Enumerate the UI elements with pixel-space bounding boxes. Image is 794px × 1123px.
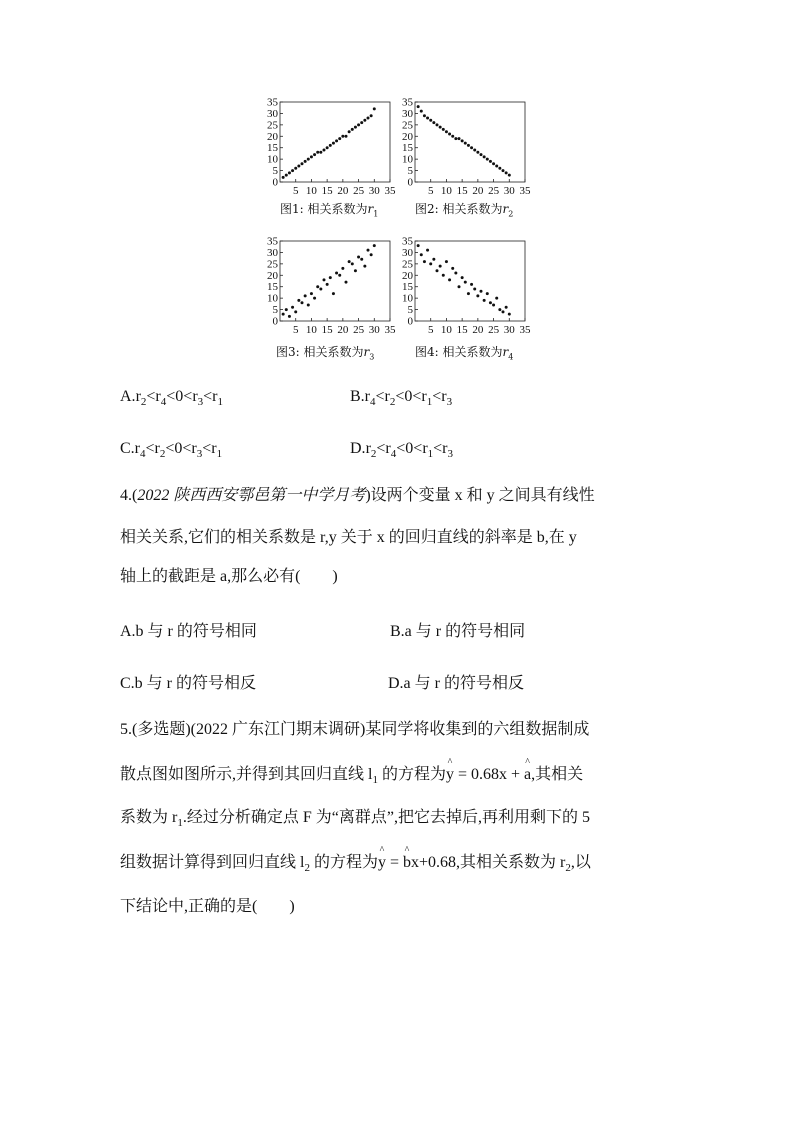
data-point bbox=[448, 133, 451, 136]
data-point bbox=[508, 174, 511, 177]
data-point bbox=[297, 165, 300, 168]
data-point bbox=[464, 281, 467, 284]
data-point bbox=[458, 285, 461, 288]
data-point bbox=[357, 256, 360, 259]
data-point bbox=[461, 139, 464, 142]
data-point bbox=[348, 130, 351, 133]
data-point bbox=[461, 276, 464, 279]
x-tick-label: 25 bbox=[488, 324, 500, 336]
data-point bbox=[291, 169, 294, 172]
data-point bbox=[495, 165, 498, 168]
data-point bbox=[345, 135, 348, 138]
data-point bbox=[304, 294, 307, 297]
q3-option-b: $B.r_4<r_2<0<r_1<r_3$ bbox=[350, 388, 453, 409]
x-tick-label: 20 bbox=[472, 324, 484, 336]
y-tick-label: 15 bbox=[402, 142, 413, 155]
figure-1 bbox=[262, 96, 397, 221]
data-point bbox=[451, 267, 454, 270]
data-point bbox=[345, 281, 348, 284]
data-point bbox=[294, 167, 297, 170]
plot-frame bbox=[280, 102, 390, 182]
y-tick-label: 25 bbox=[267, 258, 278, 271]
data-point bbox=[351, 262, 354, 265]
data-point bbox=[323, 278, 326, 281]
data-point bbox=[489, 160, 492, 163]
data-point bbox=[373, 107, 376, 110]
data-point bbox=[360, 258, 363, 261]
data-point bbox=[470, 146, 473, 149]
x-tick-label: 20 bbox=[337, 185, 349, 197]
x-tick-label: 15 bbox=[456, 324, 468, 336]
y-tick-label: 35 bbox=[267, 235, 278, 248]
data-point bbox=[483, 299, 486, 302]
data-point bbox=[432, 258, 435, 261]
data-point bbox=[288, 171, 291, 174]
q5-line-4: 组数据计算得到回归直线 $l_2$ 的方程为^ y = ^ bx+0.68,其相关系数为 $r_2$,以 bbox=[120, 853, 591, 878]
data-point bbox=[476, 151, 479, 154]
data-point bbox=[367, 117, 370, 120]
data-point bbox=[505, 306, 508, 309]
x-tick-label: 25 bbox=[353, 185, 365, 197]
data-point bbox=[429, 119, 432, 122]
q4-option-b: B.a 与 r 的符号相同 bbox=[390, 623, 526, 640]
data-point bbox=[354, 269, 357, 272]
data-point bbox=[448, 278, 451, 281]
data-point bbox=[489, 301, 492, 304]
data-point bbox=[282, 176, 285, 179]
data-point bbox=[426, 249, 429, 252]
y-tick-label: 30 bbox=[402, 246, 413, 259]
data-point bbox=[436, 269, 439, 272]
q4-source: 2022 陕西西安鄠邑第一中学月考 bbox=[137, 487, 366, 504]
data-point bbox=[326, 146, 329, 149]
data-point bbox=[282, 313, 285, 316]
data-point bbox=[319, 151, 322, 154]
data-point bbox=[502, 310, 505, 313]
data-point bbox=[304, 160, 307, 163]
data-point bbox=[483, 155, 486, 158]
data-point bbox=[363, 119, 366, 122]
data-point bbox=[301, 162, 304, 165]
plot-frame bbox=[280, 241, 390, 321]
data-point bbox=[473, 288, 476, 291]
data-point bbox=[341, 135, 344, 138]
x-tick-label: 15 bbox=[456, 185, 468, 197]
data-point bbox=[454, 272, 457, 275]
q3-option-c: $C.r_4<r_2<0<r_3<r_1$ bbox=[120, 440, 223, 461]
figure-3 bbox=[262, 235, 397, 360]
x-tick-label: 15 bbox=[321, 324, 333, 336]
q4-line-2: 相关关系,它们的相关系数是 r,y 关于 x 的回归直线的斜率是 b,在 y bbox=[120, 529, 577, 546]
plot-frame bbox=[415, 102, 525, 182]
data-point bbox=[363, 265, 366, 268]
data-point bbox=[467, 292, 470, 295]
y-tick-label: 0 bbox=[407, 176, 413, 189]
q4-option-a: A.b 与 r 的符号相同 bbox=[120, 623, 257, 640]
y-tick-label: 35 bbox=[267, 96, 278, 109]
y-tick-label: 0 bbox=[407, 315, 413, 328]
q5-line-2: 散点图如图所示,并得到其回归直线 $l_1$ 的方程为^ y = 0.68x + ^ a,其相关 bbox=[120, 765, 583, 790]
y-tick-label: 20 bbox=[267, 269, 278, 282]
y-tick-label: 35 bbox=[402, 96, 413, 109]
data-point bbox=[458, 137, 461, 140]
data-point bbox=[294, 310, 297, 313]
scatter-chart-2 bbox=[397, 96, 532, 196]
x-tick-label: 30 bbox=[503, 324, 515, 336]
y-tick-label: 10 bbox=[402, 292, 413, 305]
data-point bbox=[326, 283, 329, 286]
data-point bbox=[436, 123, 439, 126]
data-point bbox=[332, 292, 335, 295]
data-point bbox=[442, 274, 445, 277]
x-tick-label: 25 bbox=[488, 185, 500, 197]
data-point bbox=[301, 301, 304, 304]
data-point bbox=[508, 313, 511, 316]
data-point bbox=[288, 315, 291, 318]
data-point bbox=[470, 283, 473, 286]
data-point bbox=[454, 137, 457, 140]
data-point bbox=[464, 142, 467, 145]
data-point bbox=[351, 128, 354, 131]
y-tick-label: 5 bbox=[272, 165, 278, 178]
x-tick-label: 15 bbox=[321, 185, 333, 197]
data-point bbox=[373, 244, 376, 247]
x-tick-label: 5 bbox=[427, 324, 434, 336]
data-point bbox=[505, 171, 508, 174]
y-tick-label: 30 bbox=[402, 107, 413, 120]
data-point bbox=[502, 169, 505, 172]
data-point bbox=[439, 265, 442, 268]
data-point bbox=[285, 174, 288, 177]
scatter-chart-3 bbox=[262, 235, 397, 335]
x-tick-label: 35 bbox=[519, 324, 531, 336]
data-point bbox=[445, 260, 448, 263]
y-tick-label: 10 bbox=[267, 292, 278, 305]
data-point bbox=[332, 142, 335, 145]
data-point bbox=[370, 253, 373, 256]
data-point bbox=[420, 253, 423, 256]
data-point bbox=[348, 260, 351, 263]
figure-2 bbox=[397, 96, 532, 221]
data-point bbox=[335, 139, 338, 142]
data-point bbox=[291, 306, 294, 309]
scatter-chart-4 bbox=[397, 235, 532, 335]
data-point bbox=[367, 249, 370, 252]
data-point bbox=[310, 292, 313, 295]
data-point bbox=[313, 297, 316, 300]
x-tick-label: 5 bbox=[427, 185, 434, 197]
figure-1-caption: 图1: 相关系数为$r_1$ bbox=[280, 202, 379, 219]
data-point bbox=[338, 137, 341, 140]
data-point bbox=[329, 276, 332, 279]
data-point bbox=[486, 158, 489, 161]
data-point bbox=[316, 285, 319, 288]
plot-frame bbox=[415, 241, 525, 321]
figure-2-caption: 图2: 相关系数为$r_2$ bbox=[415, 202, 514, 219]
y-tick-label: 15 bbox=[267, 142, 278, 155]
y-tick-label: 25 bbox=[267, 119, 278, 132]
data-point bbox=[370, 114, 373, 117]
data-point bbox=[467, 144, 470, 147]
q5-line-3: 系数为 $r_1$.经过分析确定点 F 为“离群点”,把它去掉后,再利用剩下的 5 bbox=[120, 809, 590, 830]
y-tick-label: 30 bbox=[267, 107, 278, 120]
y-tick-label: 5 bbox=[407, 304, 413, 317]
q4-line-1: 4.(2022 陕西西安鄠邑第一中学月考)设两个变量 x 和 y 之间具有线性 bbox=[120, 487, 595, 504]
y-tick-label: 15 bbox=[402, 281, 413, 294]
data-point bbox=[426, 117, 429, 120]
y-tick-label: 10 bbox=[267, 153, 278, 166]
data-point bbox=[307, 304, 310, 307]
x-tick-label: 10 bbox=[305, 324, 317, 336]
x-tick-label: 20 bbox=[337, 324, 349, 336]
y-tick-label: 10 bbox=[402, 153, 413, 166]
y-tick-label: 20 bbox=[402, 130, 413, 143]
q5-line-1: 5.(多选题)(2022 广东江门期末调研)某同学将收集到的六组数据制成 bbox=[120, 721, 590, 738]
data-point bbox=[480, 290, 483, 293]
x-tick-label: 30 bbox=[368, 324, 380, 336]
figure-3-caption: 图3: 相关系数为$r_3$ bbox=[276, 345, 375, 362]
scatter-chart-1 bbox=[262, 96, 397, 196]
q3-option-a: $A.r_2<r_4<0<r_3<r_1$ bbox=[120, 388, 223, 409]
data-point bbox=[439, 126, 442, 129]
x-tick-label: 35 bbox=[384, 324, 396, 336]
data-point bbox=[357, 123, 360, 126]
data-point bbox=[335, 272, 338, 275]
data-point bbox=[329, 144, 332, 147]
y-tick-label: 15 bbox=[267, 281, 278, 294]
data-point bbox=[451, 135, 454, 138]
x-tick-label: 30 bbox=[503, 185, 515, 197]
x-tick-label: 35 bbox=[519, 185, 531, 197]
x-tick-label: 35 bbox=[384, 185, 396, 197]
y-tick-label: 30 bbox=[267, 246, 278, 259]
q4-option-c: C.b 与 r 的符号相反 bbox=[120, 675, 257, 692]
q5-line-5: 下结论中,正确的是( ) bbox=[120, 898, 295, 915]
data-point bbox=[338, 274, 341, 277]
data-point bbox=[297, 299, 300, 302]
data-point bbox=[498, 308, 501, 311]
data-point bbox=[354, 126, 357, 129]
data-point bbox=[476, 294, 479, 297]
figure-4 bbox=[397, 235, 532, 360]
q3-option-d: $D.r_2<r_4<0<r_1<r_3$ bbox=[350, 440, 453, 461]
y-tick-label: 20 bbox=[267, 130, 278, 143]
data-point bbox=[423, 114, 426, 117]
data-point bbox=[323, 149, 326, 152]
x-tick-label: 10 bbox=[440, 324, 452, 336]
y-tick-label: 25 bbox=[402, 258, 413, 271]
data-point bbox=[360, 121, 363, 124]
y-tick-label: 20 bbox=[402, 269, 413, 282]
data-point bbox=[423, 260, 426, 263]
data-point bbox=[285, 308, 288, 311]
data-point bbox=[492, 162, 495, 165]
data-point bbox=[417, 105, 420, 108]
data-point bbox=[319, 288, 322, 291]
data-point bbox=[442, 128, 445, 131]
data-point bbox=[445, 130, 448, 133]
q4-option-d: D.a 与 r 的符号相反 bbox=[388, 675, 524, 692]
data-point bbox=[486, 292, 489, 295]
x-tick-label: 20 bbox=[472, 185, 484, 197]
q4-line-3: 轴上的截距是 a,那么必有( ) bbox=[120, 568, 338, 585]
x-tick-label: 30 bbox=[368, 185, 380, 197]
x-tick-label: 10 bbox=[305, 185, 317, 197]
y-tick-label: 0 bbox=[272, 176, 278, 189]
data-point bbox=[473, 149, 476, 152]
y-tick-label: 25 bbox=[402, 119, 413, 132]
data-point bbox=[316, 151, 319, 154]
data-point bbox=[492, 304, 495, 307]
data-point bbox=[480, 153, 483, 156]
figure-4-caption: 图4: 相关系数为$r_4$ bbox=[415, 345, 514, 362]
data-point bbox=[307, 158, 310, 161]
data-point bbox=[420, 110, 423, 113]
data-point bbox=[313, 153, 316, 156]
y-tick-label: 5 bbox=[407, 165, 413, 178]
y-tick-label: 5 bbox=[272, 304, 278, 317]
data-point bbox=[429, 262, 432, 265]
y-tick-label: 0 bbox=[272, 315, 278, 328]
data-point bbox=[495, 297, 498, 300]
x-tick-label: 25 bbox=[353, 324, 365, 336]
data-point bbox=[498, 167, 501, 170]
x-tick-label: 5 bbox=[292, 185, 299, 197]
data-point bbox=[432, 121, 435, 124]
y-tick-label: 35 bbox=[402, 235, 413, 248]
x-tick-label: 5 bbox=[292, 324, 299, 336]
x-tick-label: 10 bbox=[440, 185, 452, 197]
data-point bbox=[310, 155, 313, 158]
data-point bbox=[341, 267, 344, 270]
data-point bbox=[417, 244, 420, 247]
